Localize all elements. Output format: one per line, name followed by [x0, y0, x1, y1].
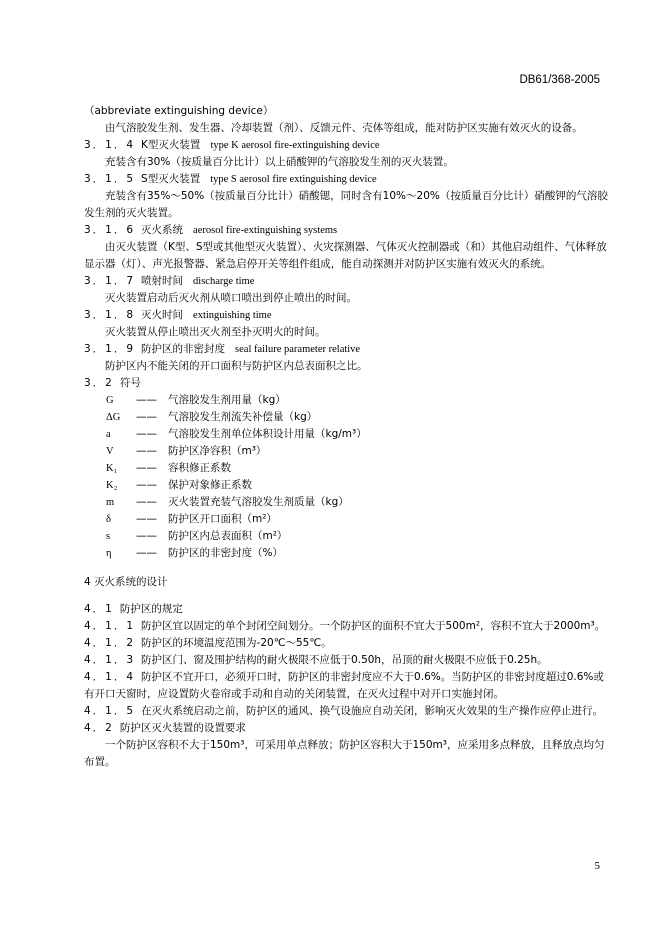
symbol-description: 容积修正系数	[168, 462, 231, 474]
term-heading-3-1-4	[84, 137, 612, 154]
symbol-dash: ——	[136, 394, 157, 406]
symbol-row	[84, 426, 612, 443]
symbol: G	[106, 395, 114, 406]
symbol-description: 气溶胶发生剂流失补偿量（kg）	[168, 411, 318, 423]
clause-4-1-4	[84, 669, 612, 703]
clause-number: 4．1．2	[84, 637, 136, 649]
symbol: ΔG	[106, 412, 121, 423]
symbol-row	[84, 392, 612, 409]
symbol-description: 气溶胶发生剂用量（kg）	[168, 394, 286, 406]
clause-text: 防护区门、窗及围护结构的耐火极限不应低于0.50h，吊顶的耐火极限不应低于0.25h。	[141, 654, 548, 666]
clause-number: 3．1．4	[84, 139, 136, 151]
clause-4-1-1	[84, 618, 612, 635]
symbol: a	[106, 429, 111, 440]
symbol-description: 防护区净容积（m³）	[168, 445, 267, 457]
symbol-row	[84, 511, 612, 528]
clause-number: 3．1．6	[84, 224, 136, 236]
symbol-list	[84, 392, 612, 562]
term-heading-3-1-8	[84, 307, 612, 324]
term-title: 喷射时间	[141, 275, 184, 287]
section-heading-4-2	[84, 720, 612, 737]
section-heading-3-2	[84, 375, 612, 392]
symbol-description: 防护区的非密封度（%）	[168, 547, 283, 559]
symbol-dash: ——	[136, 445, 157, 457]
term-title: S型灭火装置	[141, 173, 201, 185]
clause-number: 3．1．8	[84, 309, 136, 321]
symbol-row	[84, 528, 612, 545]
symbol-description: 灭火装置充装气溶胶发生剂质量（kg）	[168, 496, 349, 508]
symbol-dash: ——	[136, 530, 157, 542]
clause-text: 一个防护区容积不大于150m³，可采用单点释放；防护区容积大于150m³，应采用多点释放，且释放点均匀布置。	[84, 739, 605, 768]
symbol-dash: ——	[136, 547, 157, 559]
symbol-dash: ——	[136, 513, 157, 525]
clause-number: 4．1．5	[84, 705, 136, 717]
clause-text: 防护区的环境温度范围为-20℃～55℃。	[141, 637, 332, 649]
symbol-row	[84, 460, 612, 477]
page-number: 5	[594, 860, 600, 872]
term-definition: 防护区内不能关闭的开口面积与防护区内总表面积之比。	[105, 360, 368, 372]
term-definition: 灭火装置从停止喷出灭火剂至扑灭明火的时间。	[105, 326, 326, 338]
term-english: seal failure parameter relative	[235, 344, 361, 355]
clause-4-1-3	[84, 652, 612, 669]
term-english: extinguishing time	[193, 310, 272, 321]
term-title: 防护区的非密封度	[141, 343, 226, 355]
term-heading-3-1-7	[84, 273, 612, 290]
symbol-dash: ——	[136, 479, 157, 491]
clause-4-1-5	[84, 703, 612, 720]
symbol: η	[106, 548, 112, 559]
term-definition: 充装含有35%～50%（按质量百分比计）硝酸锶，同时含有10%～20%（按质量百分比计）硝酸钾的气溶胶发生剂的灭火装置。	[84, 190, 608, 219]
clause-4-1-2	[84, 635, 612, 652]
section-heading-4-1	[84, 601, 612, 618]
symbol-row	[84, 477, 612, 494]
clause-number: 4．1．3	[84, 654, 136, 666]
term-title: K型灭火装置	[141, 139, 201, 151]
spacer	[84, 562, 612, 572]
chapter-heading-4: 4 灭火系统的设计	[84, 576, 168, 588]
symbol: δ	[106, 514, 111, 525]
term-title: 灭火系统	[141, 224, 184, 236]
symbol-row	[84, 494, 612, 511]
symbol: K₂	[106, 480, 118, 491]
symbol-row	[84, 409, 612, 426]
term-heading-3-1-6	[84, 222, 612, 239]
term-english: discharge time	[193, 276, 255, 287]
symbol-description: 防护区内总表面积（m²）	[168, 530, 288, 542]
clause-text: 防护区不宜开口，必须开口时，防护区的非密封度应不大于0.6%。当防护区的非密封度超过0.6%或有开口天窗时，应设置防火卷帘或手动和自动的关闭装置，在灭火过程中对开口实施封闭。	[84, 671, 604, 700]
symbol-dash: ——	[136, 428, 157, 440]
clause-number: 4．2	[84, 722, 114, 734]
symbol: m	[106, 497, 115, 508]
clause-text: 防护区宜以固定的单个封闭空间划分。一个防护区的面积不宜大于500m²，容积不宜大于2000m³。	[141, 620, 606, 632]
term-definition: 由气溶胶发生剂、发生器、冷却装置（剂）、反馈元件、壳体等组成，能对防护区实施有效灭火的设备。	[105, 122, 583, 134]
clause-number: 4．1．4	[84, 671, 136, 683]
clause-number: 4．1	[84, 603, 114, 615]
term-definition: 充装含有30%（按质量百分比计）以上硝酸钾的气溶胶发生剂的灭火装置。	[105, 156, 454, 168]
clause-number: 4．1．1	[84, 620, 136, 632]
symbol-dash: ——	[136, 496, 157, 508]
symbol: K₁	[106, 463, 118, 474]
section-title: 符号	[119, 377, 141, 389]
symbol-dash: ——	[136, 411, 157, 423]
symbol-row	[84, 443, 612, 460]
term-definition: 灭火装置启动后灭火剂从喷口喷出到停止喷出的时间。	[105, 292, 357, 304]
clause-number: 3．1．9	[84, 343, 136, 355]
symbol-dash: ——	[136, 462, 157, 474]
term-definition: 由灭火装置（K型、S型或其他型灭火装置）、火灾探测器、气体灭火控制器或（和）其他启动组件、气体释放显示器（灯）、声光报警器、紧急启停开关等组件组成，能自动探测并对防护区实施有效灭火的系统。	[84, 241, 607, 270]
term-heading-3-1-9	[84, 341, 612, 358]
term-heading-3-1-5	[84, 171, 612, 188]
symbol-row	[84, 545, 612, 562]
clause-number: 3．1．7	[84, 275, 136, 287]
symbol: V	[106, 446, 114, 457]
symbol-description: 气溶胶发生剂单位体积设计用量（kg/m³）	[168, 428, 367, 440]
clause-number: 3．2	[84, 377, 114, 389]
section-title: 防护区的规定	[119, 603, 183, 615]
term-english: type S aerosol fire extinguishing device	[210, 174, 377, 185]
section-title: 防护区灭火装置的设置要求	[119, 722, 246, 734]
term-english: aerosol fire-extinguishing systems	[193, 225, 338, 236]
term-en-continuation: （abbreviate extinguishing device）	[84, 105, 274, 117]
symbol-description: 防护区开口面积（m²）	[168, 513, 277, 525]
term-english: type K aerosol fire-extinguishing device	[210, 140, 380, 151]
document-code: DB61/368-2005	[519, 74, 600, 86]
symbol-description: 保护对象修正系数	[168, 479, 252, 491]
page-content	[84, 103, 612, 771]
spacer	[84, 591, 612, 601]
clause-text: 在灭火系统启动之前，防护区的通风、换气设施应自动关闭，影响灭火效果的生产操作应停止进行。	[141, 705, 604, 717]
term-title: 灭火时间	[141, 309, 184, 321]
clause-number: 3．1．5	[84, 173, 136, 185]
symbol: s	[106, 531, 111, 542]
